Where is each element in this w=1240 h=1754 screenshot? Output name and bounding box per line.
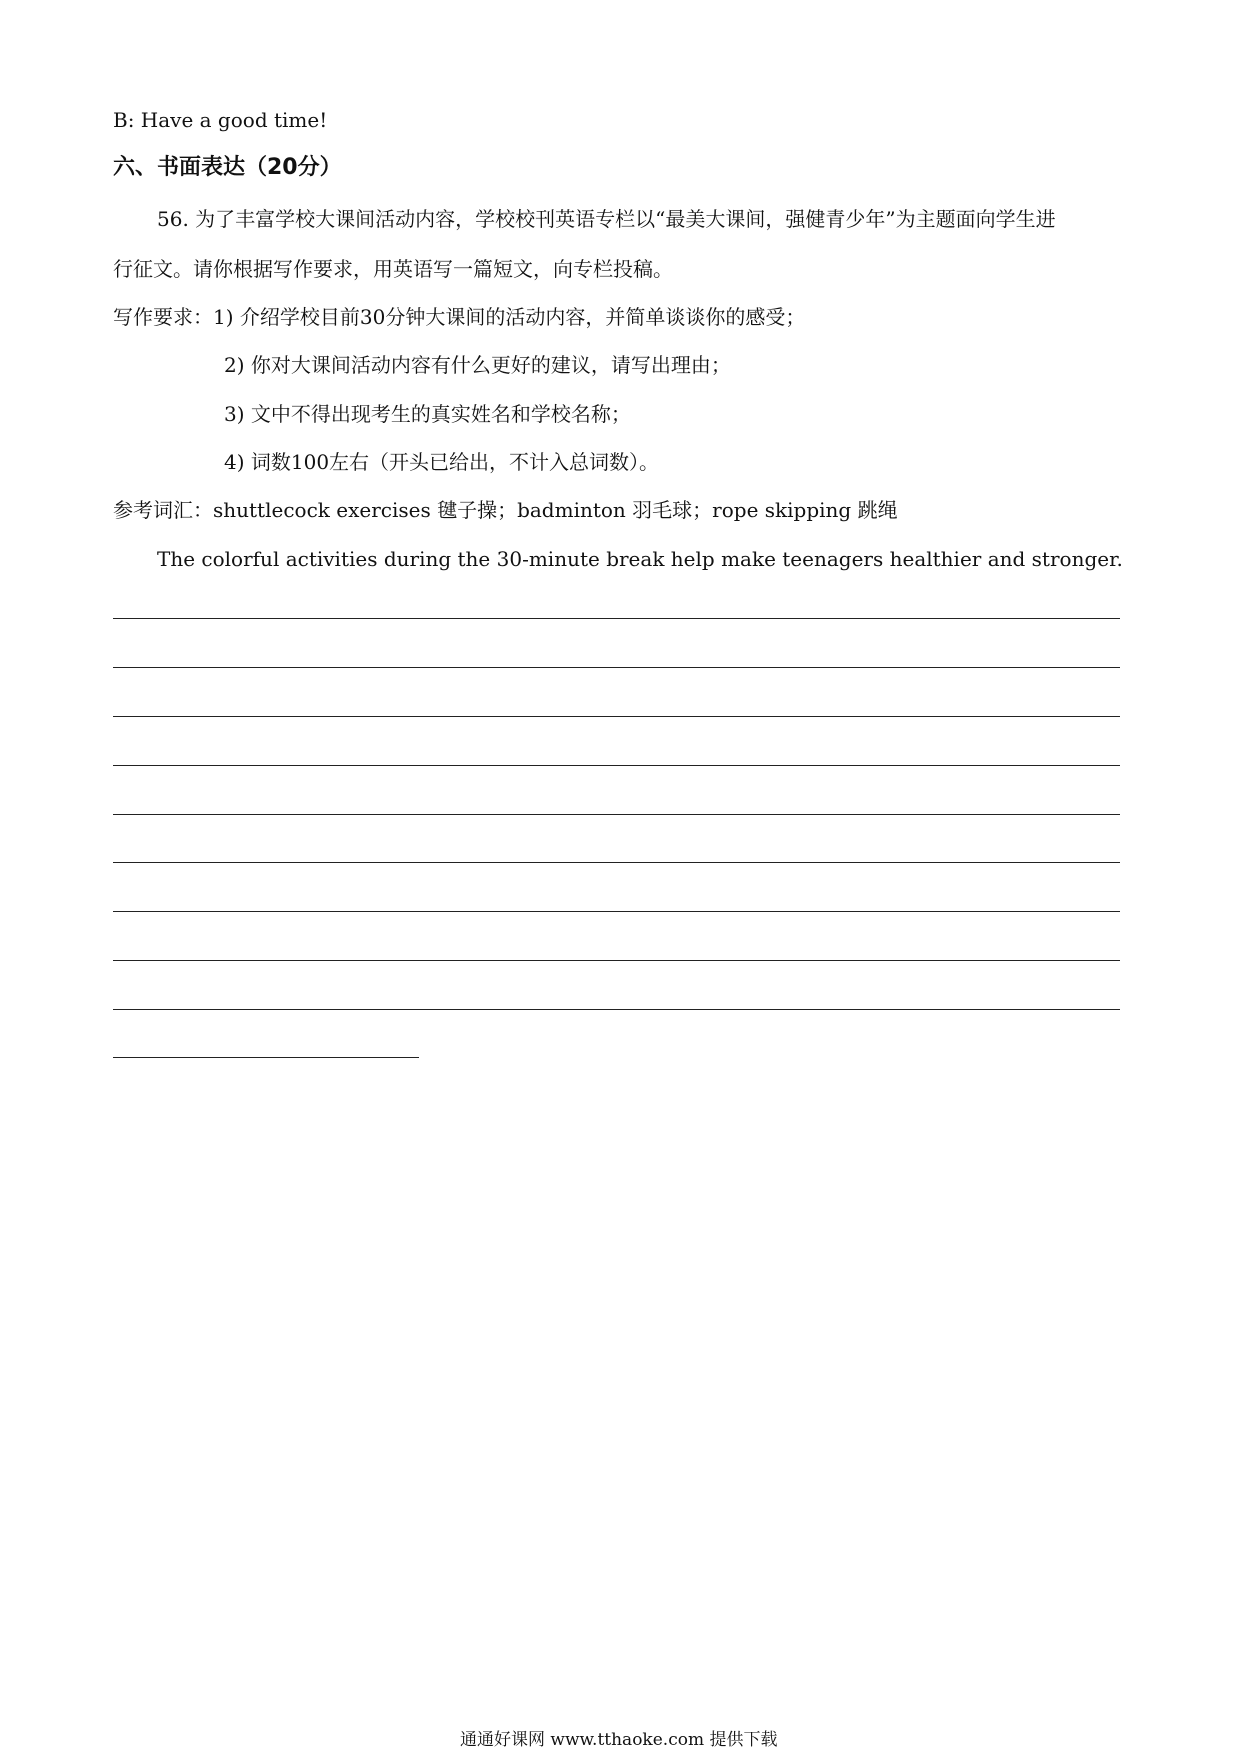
section-title: 六、书面表达（20分） [113,155,342,180]
writing-line[interactable] [113,911,1120,912]
writing-line[interactable] [113,814,1120,815]
writing-line[interactable] [113,667,1120,668]
opening-sentence: The colorful activities during the 30-minute break help make teenagers healthier and stronger. [157,547,1123,571]
dialogue-line: B: Have a good time! [113,108,328,132]
reference-vocabulary: 参考词汇：shuttlecock exercises 毽子操；badminton 羽毛球；rope skipping 跳绳 [113,498,898,522]
writing-line[interactable] [113,765,1120,766]
writing-line[interactable] [113,618,1120,619]
writing-line[interactable] [113,960,1120,961]
question-intro-line1: 56. 为了丰富学校大课间活动内容，学校校刊英语专栏以“最美大课间，强健青少年”为主题面向学生进 [157,207,1056,231]
question-intro-line2: 行征文。请你根据写作要求，用英语写一篇短文，向专栏投稿。 [113,257,673,281]
requirement-1: 写作要求：1) 介绍学校目前30分钟大课间的活动内容，并简单谈谈你的感受； [113,305,806,329]
page-footer: 通通好课网 www.tthaoke.com 提供下载 [460,1730,778,1750]
writing-line[interactable] [113,862,1120,863]
writing-line[interactable] [113,1009,1120,1010]
requirement-2: 2) 你对大课间活动内容有什么更好的建议，请写出理由； [224,353,731,377]
requirement-4: 4) 词数100左右（开头已给出，不计入总词数）。 [224,450,660,474]
writing-line[interactable] [113,716,1120,717]
writing-line-short[interactable] [113,1057,419,1058]
requirement-3: 3) 文中不得出现考生的真实姓名和学校名称； [224,402,631,426]
